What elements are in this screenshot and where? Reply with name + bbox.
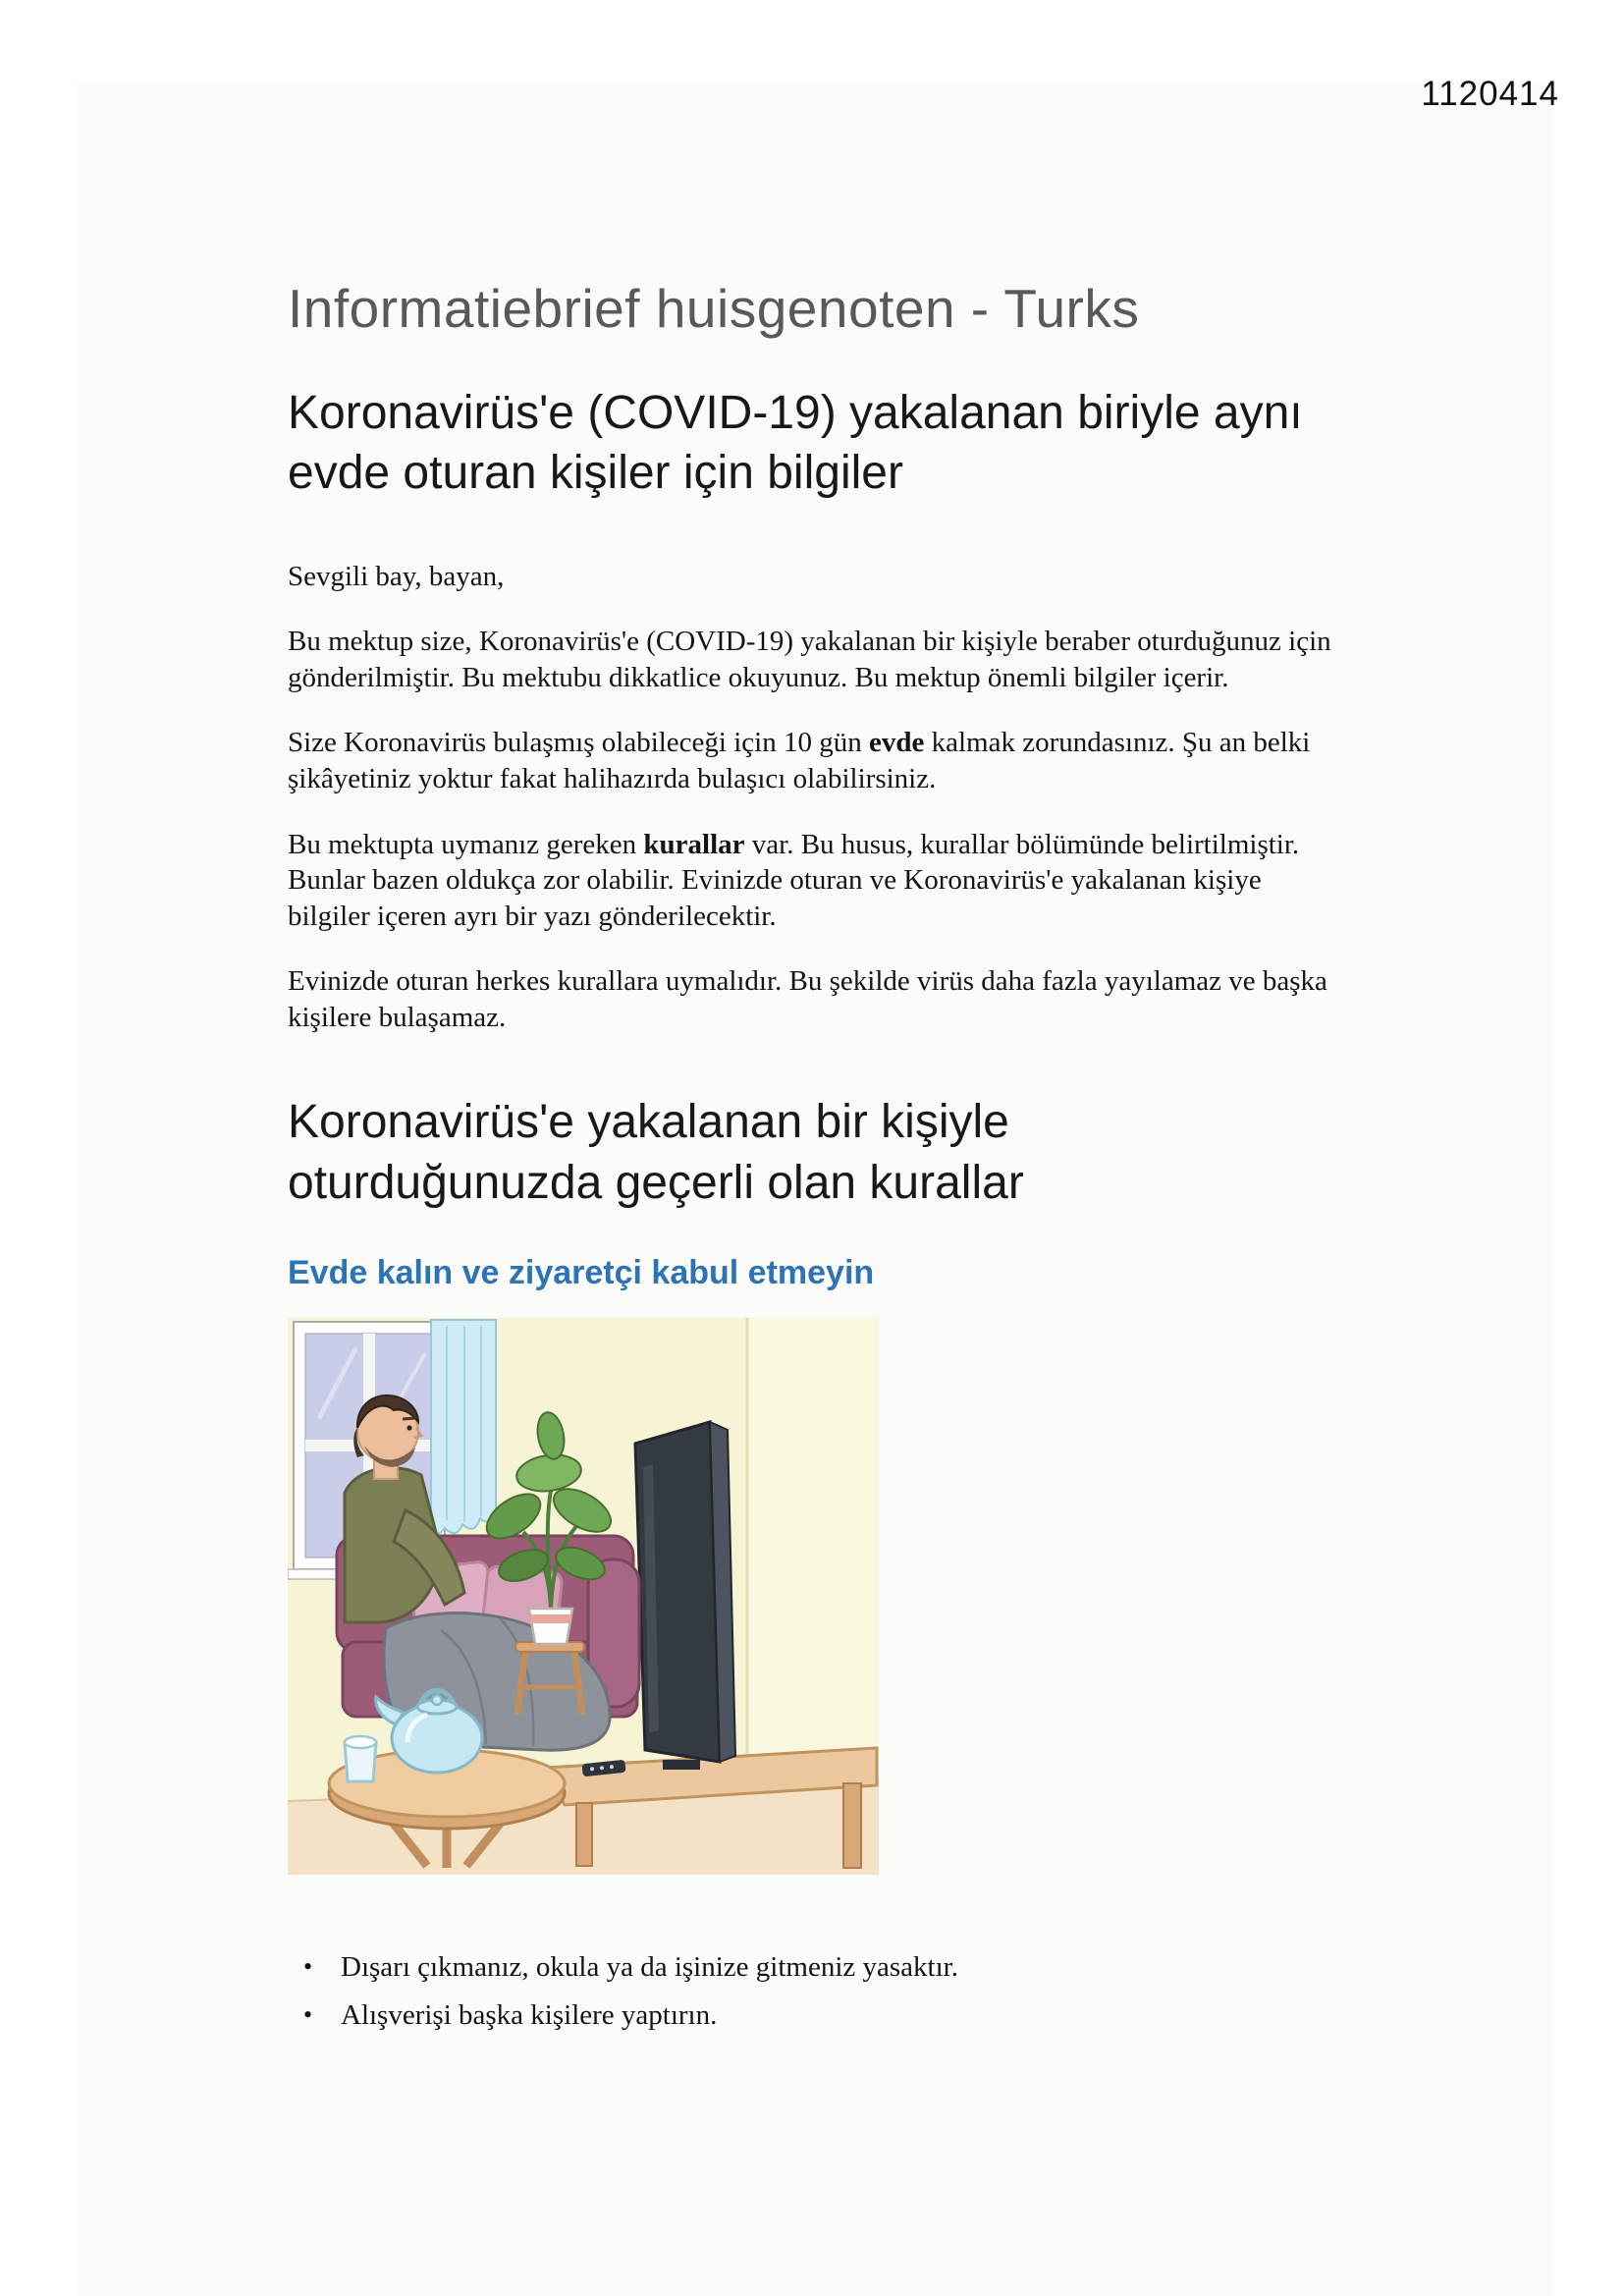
text-run: Bu mektupta uymanız gereken [288,828,644,860]
living-room-scene [288,1318,879,1875]
bold-text-run: kurallar [643,828,745,860]
bullet-icon: • [303,1952,313,1982]
curtain [431,1320,496,1534]
list-item-text: Dışarı çıkmanız, okula ya da işinize gitmeniz yasaktır. [341,1951,958,1984]
teacup [345,1736,376,1781]
text-run: kalmak zorundasınız. Şu an belki şikâyetiniz yoktur fakat halihazırda bulaşıcı olabilirsiniz. [288,727,1311,794]
eye [406,1425,411,1430]
section-heading: Koronavirüs'e yakalanan bir kişiyle oturduğunuzda geçerli olan kurallar [288,1096,1024,1209]
paragraph-household: Evinizde oturan herkes kurallara uymalıdır. Bu şekilde virüs daha fazla yayılamaz ve başka kişilere bulaşamaz. [288,965,1327,1033]
bold-text-run: evde [868,727,925,759]
page-number: 1120414 [1421,75,1559,113]
greeting-text: Sevgili bay, bayan, [288,560,505,592]
bullet-icon: • [303,1999,313,2029]
rules-list [288,1949,1346,2033]
list-item [288,1997,1346,2034]
text-run: var. Bu husus, kurallar bölümünde belirtilmiştir. Bunlar bazen oldukça zor olabilir. Evinizde oturan ve Koronavirüs'e yakalanan kişiye bilgiler içeren ayrı bir yazı gönderilecektir. [288,828,1300,932]
tv [635,1422,735,1770]
document-title: Informatiebrief huisgenoten - Turks [288,278,1140,339]
plant-pot [529,1609,572,1644]
paragraph-intro: Bu mektup size, Koronavirüs'e (COVID-19) yakalanan bir kişiyle beraber oturduğunuz için gönderilmiştir. Bu mektubu dikkatlice okuyunuz. Bu mektup önemli bilgiler içerir. [288,626,1331,693]
wall-corner [747,1318,879,1779]
list-item-text: Alışverişi başka kişilere yaptırın. [341,1998,718,2031]
document-subtitle: Koronavirüs'e (COVID-19) yakalanan biriyle aynı evde oturan kişiler için bilgiler [288,387,1303,500]
paragraph-rules-info [288,827,1346,935]
list-item [288,1949,1346,1986]
living-room-illustration [288,1318,879,1875]
subsection-heading: Evde kalın ve ziyaretçi kabul etmeyin [288,1254,875,1292]
paragraph-quarantine [288,725,1346,796]
text-run: Size Koronavirüs bulaşmış olabileceği için 10 gün [288,727,869,759]
document-content [288,0,1358,2045]
